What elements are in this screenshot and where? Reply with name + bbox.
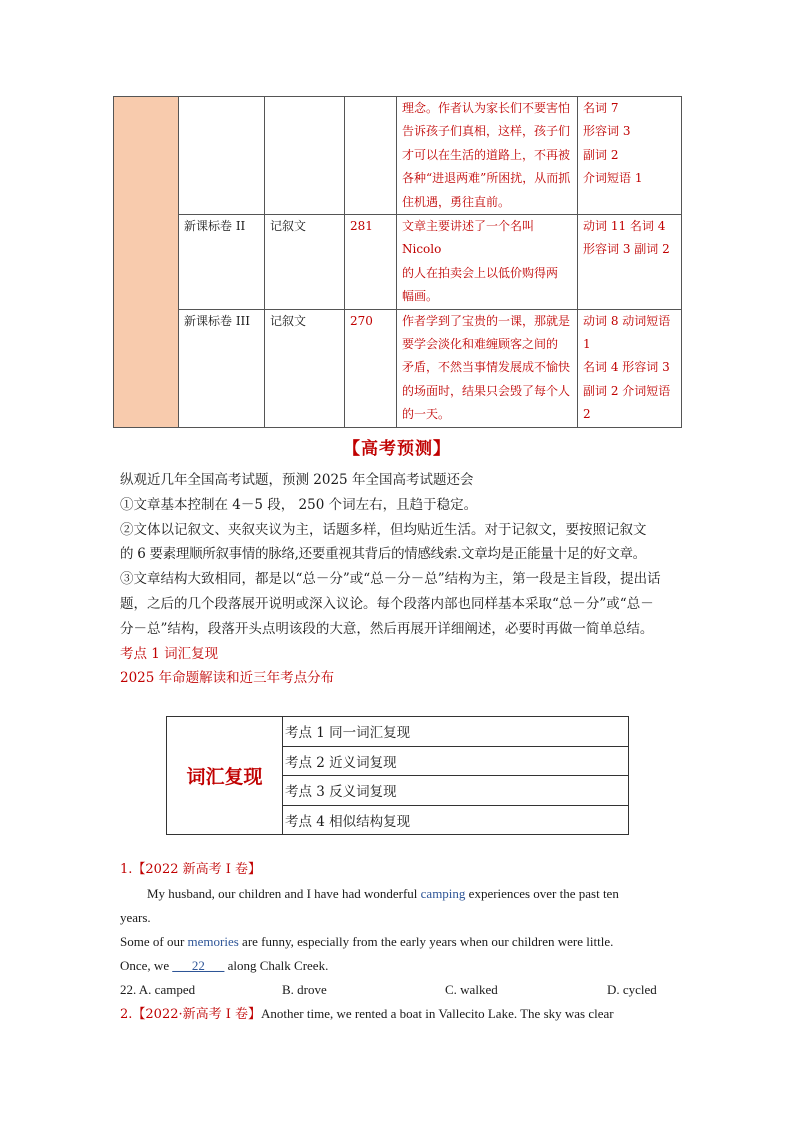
summary-line: 告诉孩子们真相，这样，孩子们 — [402, 124, 571, 139]
stats-line: 形容词 3 — [583, 124, 631, 139]
passage-text: Once, we — [120, 958, 173, 973]
option-c: C. walked — [445, 982, 498, 997]
kaodian-table — [166, 716, 629, 835]
summary-cell — [397, 309, 578, 427]
summary-line: 作者学到了宝贵的一课，那就是 — [402, 313, 571, 328]
words-cell: 281 — [345, 215, 397, 310]
summary-line: 矛盾，不然当事情发展成不愉快 — [402, 360, 571, 375]
stats-cell — [578, 215, 682, 310]
kaodian-point: 考点 1 同一词汇复现 — [283, 717, 629, 747]
summary-cell — [397, 215, 578, 310]
options-row — [120, 978, 676, 1002]
summary-line: 文章主要讲述了一个名叫 Nicolo — [402, 219, 535, 257]
table-row — [114, 309, 682, 427]
paper-cell — [179, 97, 265, 215]
summary-line: 各种“进退两难”所困扰，从而抓 — [402, 171, 571, 186]
passage-text: experiences over the past ten — [465, 886, 619, 901]
stats-cell — [578, 97, 682, 215]
passage-text: along Chalk Creek. — [224, 958, 329, 973]
stats-line: 动词 11 名词 4 — [583, 219, 666, 234]
passage-text: My husband, our children and I have had wonderful — [147, 886, 421, 901]
question-1 — [120, 858, 676, 1027]
summary-line: 的人在拍卖会上以低价购得两 — [402, 265, 559, 280]
words-cell: 270 — [345, 309, 397, 427]
summary-line: 的一天。 — [402, 407, 451, 422]
forecast-point-2-line: 的 6 要素理顺所叙事情的脉络,还要重视其背后的情感线索.文章均是正能量十足的好文章。 — [120, 546, 646, 563]
summary-line: 幅画。 — [402, 289, 439, 304]
highlight-word: camping — [420, 886, 466, 901]
passage-text: Some of our — [120, 934, 188, 949]
paper-cell: 新课标卷 III — [179, 309, 265, 427]
kaodian-title: 考点 1 词汇复现 — [120, 645, 219, 662]
category-cell — [114, 97, 179, 428]
table-row — [167, 717, 629, 747]
forecast-body — [120, 468, 676, 691]
summary-line: 的场面时，结果只会毁了每个人 — [402, 383, 571, 398]
paper-cell: 新课标卷 II — [179, 215, 265, 310]
stats-line: 名词 4 形容词 3 — [583, 360, 670, 375]
kaodian-point: 考点 3 反义词复现 — [283, 776, 629, 806]
forecast-point-1: ①文章基本控制在 4－5 段， 250 个词左右，且趋于稳定。 — [120, 496, 478, 513]
option-b: B. drove — [282, 982, 327, 997]
kaodian-point: 考点 2 近义词复现 — [283, 746, 629, 776]
kaodian-table-label: 词汇复现 — [167, 717, 283, 835]
passage-text: Another time, we rented a boat in Vallecito Lake. The sky was clear — [261, 1006, 614, 1021]
genre-cell — [265, 97, 345, 215]
stats-line: 副词 2 介词短语 — [583, 383, 671, 398]
passage-line — [120, 954, 676, 978]
stats-line: 形容词 3 副词 2 — [583, 242, 670, 257]
summary-line: 理念。作者认为家长们不要害怕 — [402, 101, 571, 115]
summary-line: 才可以在生活的道路上，不再被 — [402, 147, 571, 162]
summary-line: 要学会淡化和难缠顾客之间的 — [402, 337, 559, 352]
option-d: D. cycled — [607, 982, 657, 997]
passage-line — [120, 930, 676, 954]
answer-blank: ___22___ — [172, 958, 225, 973]
stats-line: 动词 8 动词短语 1 — [583, 313, 671, 352]
question-2-label: 2.【2022·新高考 I 卷】 — [120, 1007, 262, 1022]
stats-line: 介词短语 1 — [583, 171, 643, 186]
stats-cell — [578, 309, 682, 427]
table-row — [114, 215, 682, 310]
stats-line: 名词 7 — [583, 101, 619, 115]
summary-line: 住机遇，勇往直前。 — [402, 194, 511, 209]
passage-line: years. — [120, 910, 151, 925]
option-a: 22. A. camped — [120, 982, 196, 997]
forecast-intro: 纵观近几年全国高考试题，预测 2025 年全国高考试题还会 — [120, 472, 474, 488]
forecast-point-2-line: ②文体以记叙文、夹叙夹议为主，话题多样，但均贴近生活。对于记叙文，要按照记叙文 — [120, 521, 647, 538]
question-1-label: 1.【2022 新高考 I 卷】 — [120, 862, 262, 877]
kaodian-point: 考点 4 相似结构复现 — [283, 805, 629, 835]
kaodian-subtitle: 2025 年命题解读和近三年考点分布 — [120, 670, 335, 687]
stats-line: 2 — [583, 407, 591, 422]
forecast-heading: 【高考预测】 — [343, 439, 451, 459]
words-cell — [345, 97, 397, 215]
genre-cell: 记叙文 — [265, 215, 345, 310]
passage-text: are funny, especially from the early years when our children were little. — [238, 934, 614, 949]
question-2 — [120, 1002, 676, 1027]
passage-line — [120, 882, 676, 906]
table-row — [114, 97, 682, 215]
exam-analysis-table — [113, 96, 682, 428]
forecast-point-3-line: ③文章结构大致相同，都是以“总－分”或“总－分－总”结构为主，第一段是主旨段，提出话 — [120, 571, 661, 588]
summary-cell — [397, 97, 578, 215]
stats-line: 副词 2 — [583, 147, 619, 162]
highlight-word: memories — [187, 934, 239, 949]
forecast-point-3-line: 题，之后的几个段落展开说明或深入议论。每个段落内部也同样基本采取“总－分”或“总－ — [120, 595, 654, 612]
genre-cell: 记叙文 — [265, 309, 345, 427]
forecast-point-3-line: 分－总”结构，段落开头点明该段的大意，然后再展开详细阐述，必要时再做一简单总结。 — [120, 620, 654, 637]
